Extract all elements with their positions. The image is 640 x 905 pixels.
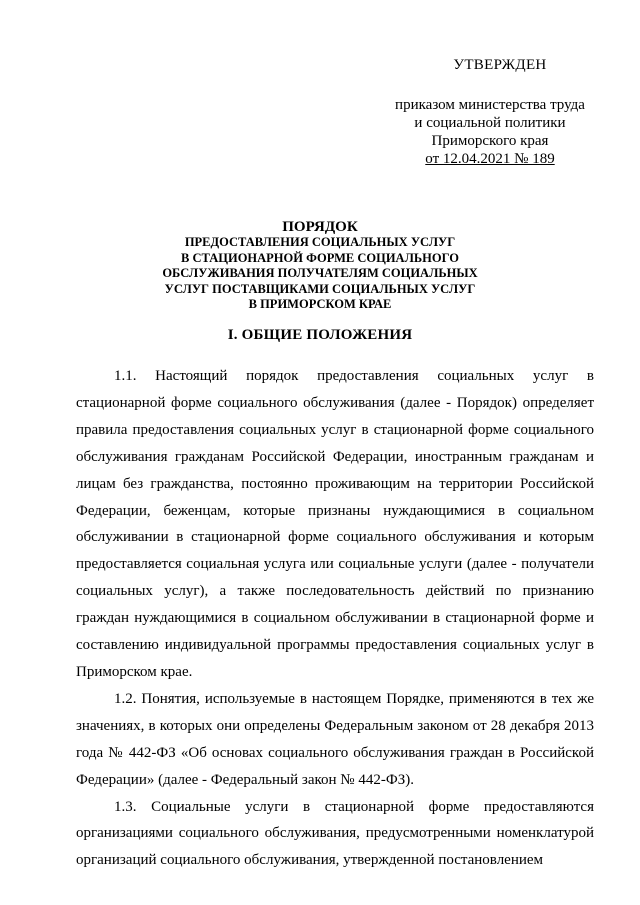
section-heading: I. ОБЩИЕ ПОЛОЖЕНИЯ xyxy=(227,327,413,343)
title-line-2: В СТАЦИОНАРНОЙ ФОРМЕ СОЦИАЛЬНОГО xyxy=(181,250,459,265)
paragraph-1-3: 1.3. Социальные услуги в стационарной форме предоставляются организациями социального обслуживания, предусмотренными номенклатурой организаций социального обслуживания, утвержденной постановлением xyxy=(76,798,594,869)
approval-line-region: Приморского края xyxy=(431,133,549,149)
title-line-5: В ПРИМОРСКОМ КРАЕ xyxy=(248,297,392,311)
paragraph-1-1: 1.1. Настоящий порядок предоставления социальных услуг в стационарной форме социального обслуживания (далее - Порядок) определяет правила предоставления социальных услуг в стационарной форме социального обслуживания гражданам Российской Федерации, иностранным гражданам и лицам без гражданства, постоянно проживающим на территории Российской Федерации, беженцам, которые признаны нуждающимися в социальном обслуживании в стационарной форме социального обслуживания и которым предоставляется социальная услуга или социальные услуги (далее - получатели социальных услуг), а также последовательность действий по признанию граждан нуждающимися в социальном обслуживании в стационарной форме и составлению индивидуальной программы предоставления социальных услуг в Приморском крае. xyxy=(76,368,594,680)
title-main: ПОРЯДОК xyxy=(282,219,358,235)
title-line-3: ОБСЛУЖИВАНИЯ ПОЛУЧАТЕЛЯМ СОЦИАЛЬНЫХ xyxy=(162,266,478,280)
approval-line-order: приказом министерства труда xyxy=(395,97,585,113)
title-line-4: УСЛУГ ПОСТАВЩИКАМИ СОЦИАЛЬНЫХ УСЛУГ xyxy=(164,281,476,296)
document-title xyxy=(100,219,540,313)
paragraph-1-2: 1.2. Понятия, используемые в настоящем Порядке, применяются в тех же значениях, в которых они определены Федеральным законом от 28 декабря 2013 года № 442-ФЗ «Об основах социального обслуживания граждан в Российской Федерации» (далее - Федеральный закон № 442-ФЗ). xyxy=(76,690,594,788)
approval-stamp-label: УТВЕРЖДЕН xyxy=(453,57,547,73)
title-line-1: ПРЕДОСТАВЛЕНИЯ СОЦИАЛЬНЫХ УСЛУГ xyxy=(184,235,456,249)
approval-line-date-number: от 12.04.2021 № 189 xyxy=(425,151,555,167)
approval-line-ministry: и социальной политики xyxy=(414,115,566,131)
approval-block xyxy=(380,56,600,168)
document-body xyxy=(76,363,594,874)
